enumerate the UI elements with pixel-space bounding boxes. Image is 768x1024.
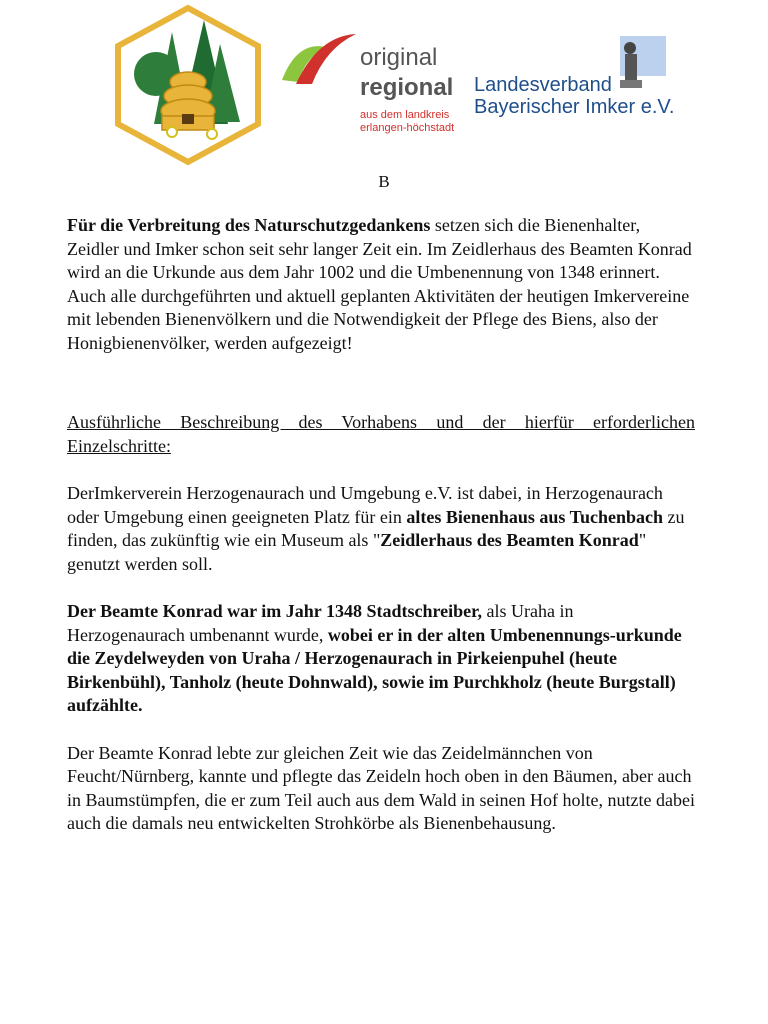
logo-text-landesverband: Landesverband	[474, 74, 612, 96]
paragraph-imkerverein: DerImkerverein Herzogenaurach und Umgebung e.V. ist dabei, in Herzogenaurach oder Umgebung einen geeigneten Platz für ein altes Bienenhaus aus Tuchenbach zu finden, das zukünftig wie ein Museum als "Zeidlerhaus des Beamten Konrad" genutzt werden soll.	[67, 483, 685, 574]
document-body	[67, 214, 695, 836]
paragraph-beamte-konrad: Der Beamte Konrad war im Jahr 1348 Stadtschreiber, als Uraha in Herzogenaurach umbenannt wurde, wobei er in der alten Umbenennungs-urkunde die Zeydelweyden von Uraha / Herzogenaurach in Pirkeienpuhel (heute Birkenbühl), Tanholz (heute Dohnwald), sowie im Purchkholz (heute Burgstall) aufzählte.	[67, 601, 682, 715]
section-heading: Ausführliche Beschreibung des Vorhabens und der hierfür erforderlichen	[67, 412, 695, 432]
swoosh-icon	[278, 30, 358, 100]
logo-text-bayerischer-imker: Bayerischer Imker e.V.	[474, 96, 675, 118]
logo-text-landkreis: aus dem landkreis erlangen-höchstadt	[360, 109, 455, 134]
section-heading-line2: Einzelschritte:	[67, 435, 171, 456]
logo-row	[0, 0, 768, 170]
original-regional-logo	[278, 30, 478, 140]
logo-text-regional: regional	[360, 74, 454, 101]
paragraph-zeidelmaennchen: Der Beamte Konrad lebte zur gleichen Zeit wie das Zeidelmännchen von Feucht/Nürnberg, kannte und pflegte das Zeideln hoch oben in den Bäumen, aber auch in Baumstümpfen, die er zum Teil auch aus dem Wald in seinen Hof holte, nutzte dabei auch die damals neu entwickelten Strohkörbe als Bienenbehausung.	[67, 742, 695, 833]
beehive-logo	[112, 4, 264, 166]
page-letter: B	[378, 172, 390, 191]
paragraph-naturschutz: Für die Verbreitung des Naturschutzgedankens setzen sich die Bienenhalter, Zeidler und Imker schon seit sehr langer Zeit ein. Im Zeidlerhaus des Beamten Konrad wird an die Urkunde aus dem Jahr 1002 und die Umbenennung von 1348 erinnert. Auch alle durchgeführten und aktuell geplanten Aktivitäten der heutigen Imkervereine mit lebenden Bienenvölkern und die Notwendigkeit der Pflege des Biens, also der Honigbienenvölker, werden aufgezeigt!	[67, 215, 692, 353]
landesverband-logo	[470, 30, 680, 130]
logo-text-original: original	[360, 44, 438, 71]
